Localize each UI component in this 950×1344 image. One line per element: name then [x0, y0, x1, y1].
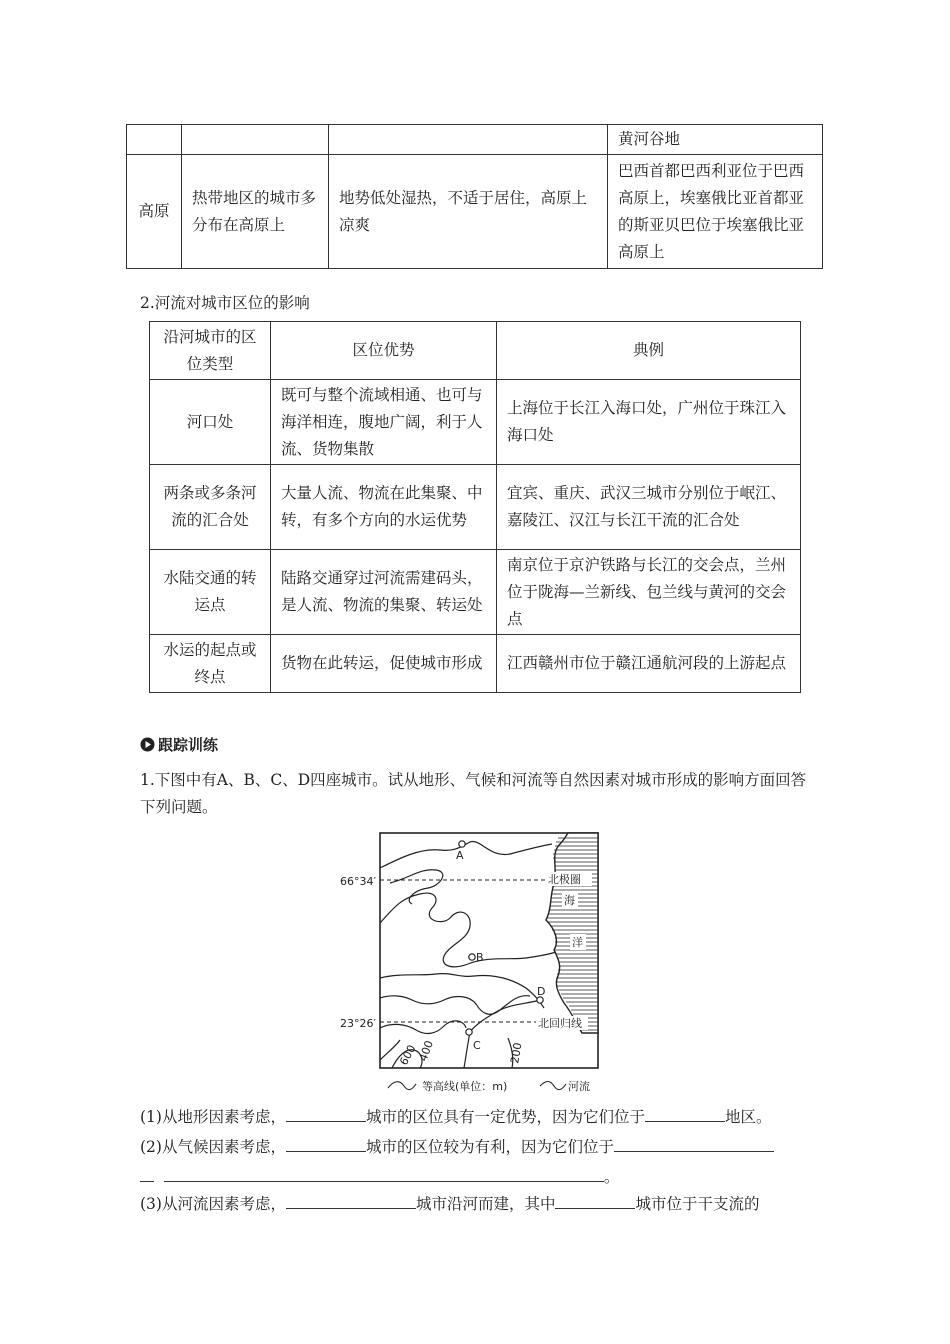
answer-blank[interactable] [645, 1103, 725, 1122]
question-1-2-cont [140, 1163, 820, 1191]
q1-1-text-c: 地区。 [724, 1108, 772, 1126]
table-row [150, 322, 801, 380]
contour-200-label: 200 [508, 1041, 525, 1065]
table-header: 典例 [497, 322, 801, 380]
latitude-top-label: 66°34′ [340, 875, 376, 888]
table-cell: 河口处 [150, 380, 271, 465]
q1-2-text-a: (2)从气候因素考虑， [140, 1138, 286, 1156]
question-1-3 [140, 1190, 820, 1218]
table-row [150, 635, 801, 693]
table-cell: 江西赣州市位于赣江通航河段的上游起点 [497, 635, 801, 693]
play-circle-icon [140, 737, 155, 752]
table-row [150, 380, 801, 465]
ocean-label: 洋 [572, 936, 583, 949]
table-cell: 水陆交通的转运点 [150, 550, 271, 635]
contour-600-label: 600 [397, 1042, 419, 1068]
table-row [150, 465, 801, 550]
table-cell: 高原 [127, 155, 182, 269]
answer-blank[interactable] [286, 1190, 416, 1209]
question-intro: 1.下图中有A、B、C、D四座城市。试从地形、气候和河流等自然因素对城市形成的影响方面回答下列问题。 [140, 771, 807, 816]
terrain-table [126, 124, 823, 269]
q1-2-text-b: 城市的区位较为有利，因为它们位于 [365, 1138, 614, 1156]
arctic-circle-label: 北极圈 [548, 873, 581, 886]
answer-blank[interactable] [286, 1103, 366, 1122]
answer-blank[interactable] [140, 1163, 154, 1182]
river-legend-icon [540, 1082, 566, 1090]
city-a-label: A [456, 849, 464, 862]
city-map [340, 828, 640, 1103]
table-cell: 两条或多条河流的汇合处 [150, 465, 271, 550]
answer-blank[interactable] [286, 1133, 366, 1152]
table-cell: 货物在此转运，促使城市形成 [271, 635, 497, 693]
table-cell: 既可与整个流域相通、也可与海洋相连，腹地广阔，利于人流、货物集散 [271, 380, 497, 465]
answer-blank[interactable] [614, 1133, 774, 1152]
legend-contour-label: 等高线(单位：m) [422, 1080, 508, 1093]
river-table [149, 321, 801, 693]
question-1-2 [140, 1133, 820, 1161]
q1-3-text-c: 城市位于干支流的 [635, 1195, 760, 1213]
table-cell: 南京位于京沪铁路与长江的交会点，兰州位于陇海—兰新线、包兰线与黄河的交会点 [497, 550, 801, 635]
city-b-marker [469, 954, 475, 960]
table-cell [329, 125, 608, 155]
table-cell: 陆路交通穿过河流需建码头，是人流、物流的集聚、转运处 [271, 550, 497, 635]
table-cell: 热带地区的城市多分布在高原上 [182, 155, 329, 269]
training-header [140, 734, 218, 755]
city-c-marker [466, 1029, 472, 1035]
table-header: 区位优势 [271, 322, 497, 380]
contour-legend-icon [388, 1082, 416, 1090]
table-cell: 宜宾、重庆、武汉三城市分别位于岷江、嘉陵江、汉江与长江干流的汇合处 [497, 465, 801, 550]
answer-blank[interactable] [164, 1163, 604, 1182]
city-a-marker [459, 841, 465, 847]
table-cell [182, 125, 329, 155]
table-cell: 巴西首都巴西利亚位于巴西高原上，埃塞俄比亚首都亚的斯亚贝巴位于埃塞俄比亚高原上 [608, 155, 823, 269]
city-c-label: C [473, 1039, 481, 1052]
sea-label: 海 [564, 894, 575, 907]
tropic-label: 北回归线 [538, 1017, 582, 1030]
table-cell [127, 125, 182, 155]
q1-1-text-b: 城市的区位具有一定优势，因为它们位于 [365, 1108, 645, 1126]
q1-3-text-a: (3)从河流因素考虑， [140, 1195, 286, 1213]
table-header: 沿河城市的区位类型 [150, 322, 271, 380]
training-title: 跟踪训练 [158, 736, 219, 754]
city-d-label: D [537, 985, 546, 998]
table-cell: 黄河谷地 [608, 125, 823, 155]
table-cell: 上海位于长江入海口处，广州位于珠江入海口处 [497, 380, 801, 465]
q1-2-end: 。 [603, 1168, 620, 1186]
table-cell: 大量人流、物流在此集聚、中转，有多个方向的水运优势 [271, 465, 497, 550]
latitude-bottom-label: 23°26′ [340, 1017, 376, 1030]
table-row [127, 125, 823, 155]
table-cell: 水运的起点或终点 [150, 635, 271, 693]
city-b-label: B [476, 951, 484, 964]
rivers [464, 1000, 540, 1068]
answer-blank[interactable] [555, 1190, 635, 1209]
legend-river-label: 河流 [568, 1080, 590, 1093]
q1-1-text-a: (1)从地形因素考虑， [140, 1108, 286, 1126]
table-row [150, 550, 801, 635]
q1-3-text-b: 城市沿河而建，其中 [415, 1195, 556, 1213]
sea-area [546, 833, 598, 1033]
section-title: 2.河流对城市区位的影响 [140, 294, 310, 312]
contour-400-label: 400 [416, 1038, 437, 1064]
question-1-1 [140, 1103, 820, 1131]
table-cell: 地势低处湿热，不适于居住，高原上凉爽 [329, 155, 608, 269]
table-row [127, 155, 823, 269]
